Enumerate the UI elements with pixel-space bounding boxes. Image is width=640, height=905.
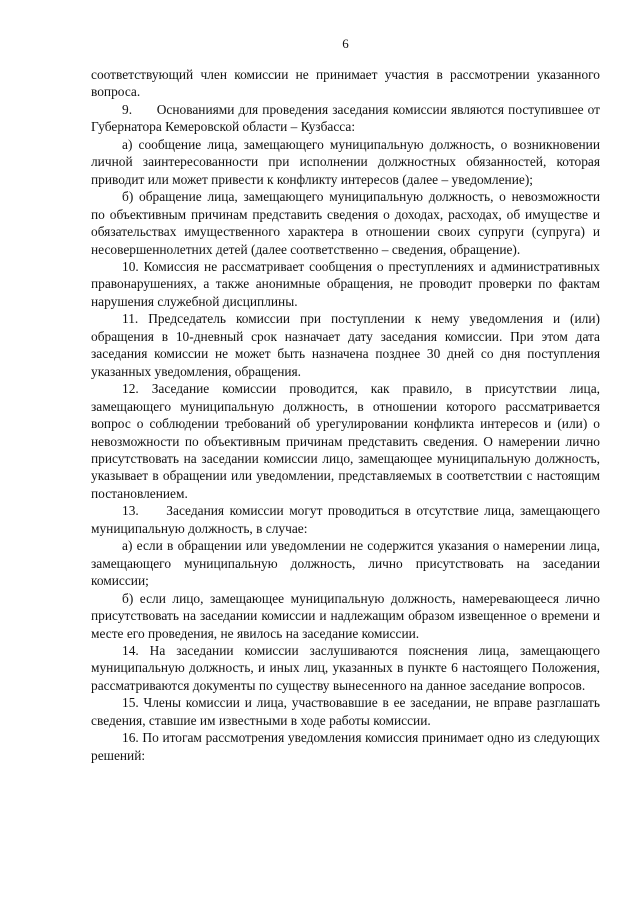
paragraph-10: 10. Комиссия не рассматривает сообщения о преступлениях и административных правонарушениях, а также анонимные обращения, не проводит проверки по фактам нарушения служебной дисциплины. xyxy=(91,258,600,309)
paragraph-13: 13. Заседания комиссии могут проводиться в отсутствие лица, замещающего муниципальную должность, в случае: xyxy=(91,503,600,536)
paragraph-9b: б) обращение лица, замещающего муниципальную должность, о невозможности по объективным причинам представить сведения о доходах, расходах, об имуществе и обязательствах имущественного характера в отношении своих супруги (супруга) и несовершеннолетних детей (далее соответственно – сведения, обращение). xyxy=(91,189,600,257)
paragraph-continuation: соответствующий член комиссии не принимает участия в рассмотрении указанного вопроса. xyxy=(91,67,600,100)
page-number: 6 xyxy=(342,36,349,51)
paragraph-16: 16. По итогам рассмотрения уведомления комиссия принимает одно из следующих решений: xyxy=(91,730,600,763)
paragraph-12: 12. Заседание комиссии проводится, как правило, в присутствии лица, замещающего муниципальную должность, в отношении которого рассматривается вопрос о соблюдении требований об урегулировании конфликта интересов и (или) о невозможности по объективным причинам представить сведения. О намерении лично присутствовать на заседании комиссии лицо, замещающее муниципальную должность, указывает в обращении или уведомлении, представляемых в соответствии с настоящим постановлением. xyxy=(91,381,600,501)
paragraph-9a: а) сообщение лица, замещающего муниципальную должность, о возникновении личной заинтересованности при исполнении должностных обязанностей, которая приводит или может привести к конфликту интересов (далее – уведомление); xyxy=(91,136,600,187)
paragraph-11: 11. Председатель комиссии при поступлении к нему уведомления и (или) обращения в 10-дневный срок назначает дату заседания комиссии. При этом дата заседания комиссии не может быть назначена позднее 30 дней со дня поступления указанных уведомления, обращения. xyxy=(91,311,600,379)
document-body xyxy=(91,66,600,764)
paragraph-13a: а) если в обращении или уведомлении не содержится указания о намерении лица, замещающего муниципальную должность, лично присутствовать на заседании комиссии; xyxy=(91,538,600,589)
paragraph-9: 9. Основаниями для проведения заседания комиссии являются поступившее от Губернатора Кемеровской области – Кузбасса: xyxy=(91,101,600,135)
paragraph-15: 15. Члены комиссии и лица, участвовавшие в ее заседании, не вправе разглашать сведения, ставшие им известными в ходе работы комиссии. xyxy=(91,695,600,728)
paragraph-13b: б) если лицо, замещающее муниципальную должность, намеревающееся лично присутствовать на заседании комиссии и надлежащим образом извещенное о времени и месте его проведения, не явилось на заседание комиссии. xyxy=(91,590,600,641)
paragraph-14: 14. На заседании комиссии заслушиваются пояснения лица, замещающего муниципальную должность, и иных лиц, указанных в пункте 6 настоящего Положения, рассматриваются документы по существу вынесенного на данное заседание вопросов. xyxy=(91,642,600,693)
